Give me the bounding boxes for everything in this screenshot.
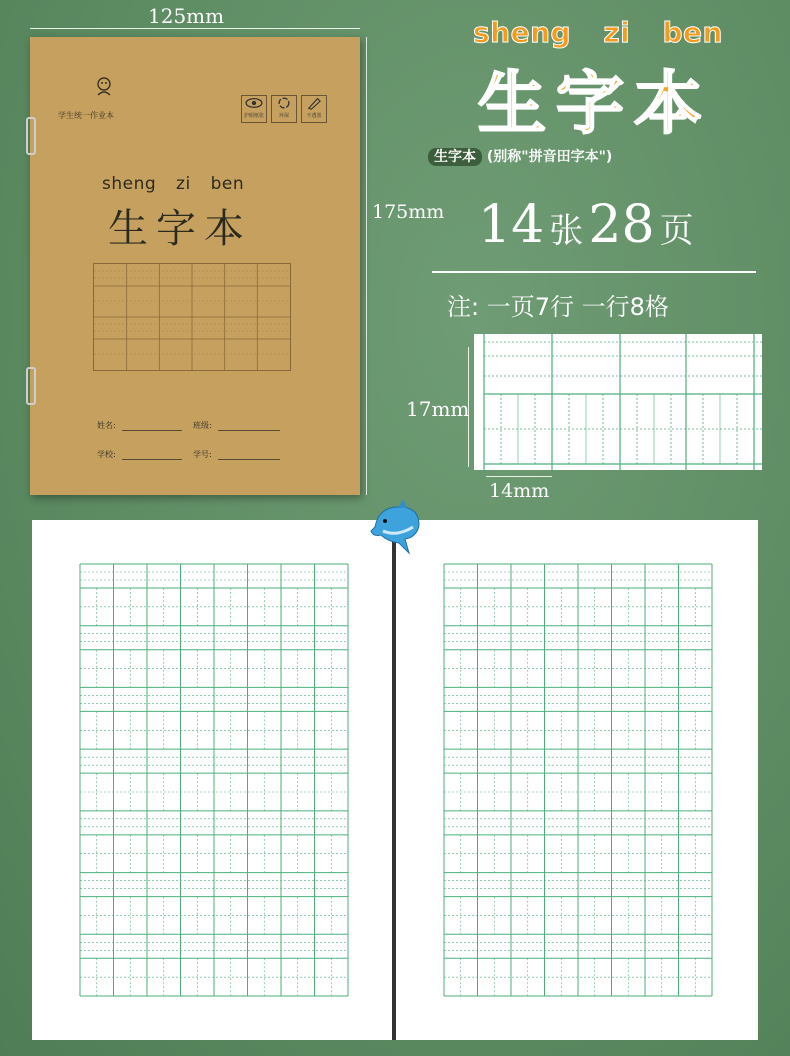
info-title: 生字本 [478,65,713,144]
eye-protection-icon: 护眼纸张 [241,95,267,123]
page-spine [392,520,396,1040]
alias-line [428,146,612,166]
cover-grid [93,263,291,371]
sheets-number: 14 [478,195,545,255]
eco-icon: 环保 [271,95,297,123]
alias-text: (别称"拼音田字本") [486,149,613,165]
cover-title: 生字本 [108,206,252,252]
right-page-grid [443,563,713,1001]
cover-brand-text: 学生统一作业本 [58,111,114,120]
pen-icon: 不透墨 [301,95,327,123]
page-count [478,195,694,255]
school-field-line [122,459,182,460]
name-field-line [122,430,182,431]
cell-height-label: 17mm [406,397,470,421]
info-pinyin: sheng zi ben [473,16,723,49]
class-field-label: 班级: [193,421,212,430]
student-no-field-label: 学号: [193,450,212,459]
right-page [396,520,758,1040]
cover-height-line [366,37,367,495]
school-field-label: 学校: [97,450,116,459]
sheets-unit: 张 [549,211,584,251]
sample-grid [474,334,762,470]
staple-top [26,117,36,155]
cover-width-line [30,28,360,29]
alias-tag: 生字本 [428,148,482,166]
cover-width-label: 125mm [148,4,225,28]
student-no-field-line [218,459,280,460]
name-field-label: 姓名: [97,421,116,430]
pages-unit: 页 [659,211,694,251]
class-field-line [218,430,280,431]
dolphin-mascot-icon [369,497,425,557]
cell-width-line [486,476,552,477]
cover-pinyin: sheng zi ben [102,174,245,194]
left-page-grid [79,563,349,1001]
cover-height-label: 175mm [372,201,445,223]
pages-number: 28 [588,195,655,255]
cell-width-label: 14mm [489,480,550,502]
notebook-cover [30,37,360,495]
cover-icon-row [241,95,327,123]
staple-bottom [26,367,36,405]
left-page [32,520,392,1040]
brand-logo-icon [90,73,118,101]
separator-line [432,271,756,273]
layout-note: 注: 一页7行 一行8格 [447,293,669,321]
